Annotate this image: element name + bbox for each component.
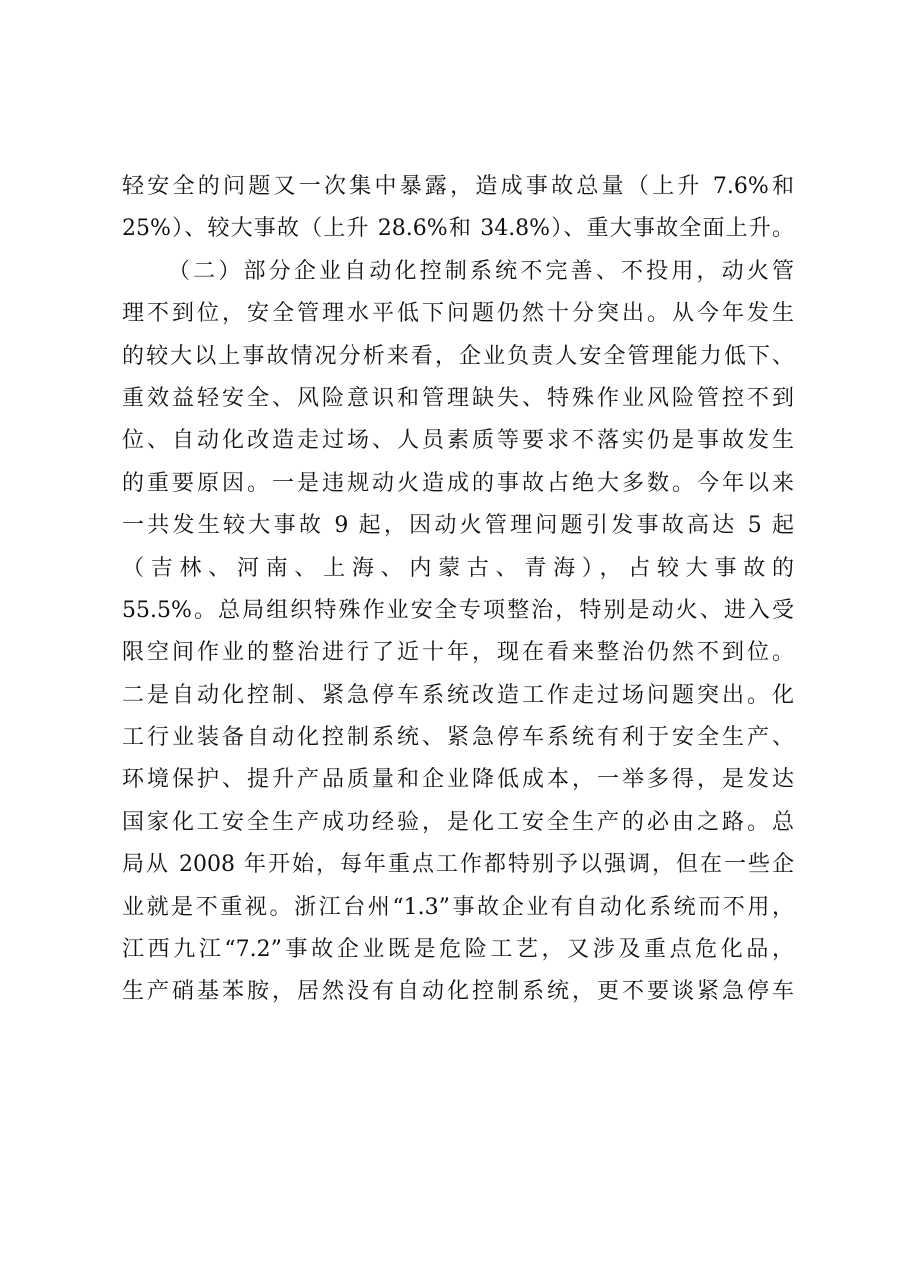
text-line: 环境保护、提升产品质量和企业降低成本，一举多得，是发达: [122, 767, 794, 793]
text-line: 理不到位，安全管理水平低下问题仍然十分突出。从今年发生: [122, 301, 794, 327]
paragraph-start-line: （二）部分企业自动化控制系统不完善、不投用，动火管: [168, 258, 794, 284]
text-line: 的较大以上事故情况分析来看，企业负责人安全管理能力低下、: [122, 343, 794, 369]
text-line: 一共发生较大事故 9 起，因动火管理问题引发事故高达 5 起: [122, 513, 794, 539]
text-line: 轻安全的问题又一次集中暴露，造成事故总量（上升 7.6%和: [122, 174, 794, 199]
text-line: 位、自动化改造走过场、人员素质等要求不落实仍是事故发生: [122, 428, 794, 454]
text-line: 工行业装备自动化控制系统、紧急停车系统有利于安全生产、: [122, 725, 794, 751]
text-line: 生产硝基苯胺，居然没有自动化控制系统，更不要谈紧急停车: [122, 979, 794, 1005]
body-text: [122, 166, 794, 1014]
text-line: 55.5%。总局组织特殊作业安全专项整治，特别是动火、进入受: [122, 597, 794, 623]
text-line: 限空间作业的整治进行了近十年，现在看来整治仍然不到位。: [122, 640, 794, 666]
text-line: 国家化工安全生产成功经验，是化工安全生产的必由之路。总: [122, 809, 794, 835]
text-line: 二是自动化控制、紧急停车系统改造工作走过场问题突出。化: [122, 682, 794, 708]
text-line: 业就是不重视。浙江台州“1.3”事故企业有自动化系统而不用，: [122, 894, 794, 920]
text-line: 重效益轻安全、风险意识和管理缺失、特殊作业风险管控不到: [122, 385, 794, 411]
text-line: 江西九江“7.2”事故企业既是危险工艺，又涉及重点危化品，: [122, 937, 794, 963]
text-line: 局从 2008 年开始，每年重点工作都特别予以强调，但在一些企: [122, 852, 794, 878]
text-line: （吉林、河南、上海、内蒙古、青海），占较大事故的: [122, 555, 794, 581]
text-line: 25%）、较大事故（上升 28.6%和 34.8%）、重大事故全面上升。: [122, 216, 794, 242]
text-line: 的重要原因。一是违规动火造成的事故占绝大多数。今年以来: [122, 470, 794, 496]
